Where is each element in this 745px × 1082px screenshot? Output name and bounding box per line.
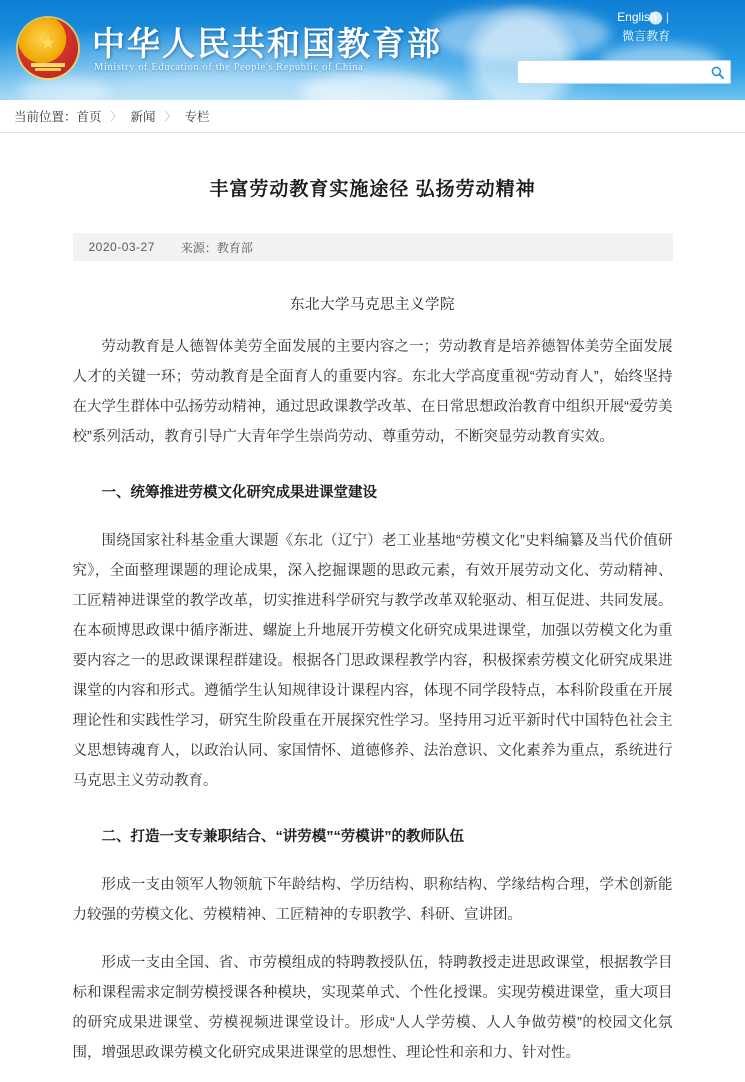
article-container xyxy=(73,133,673,1082)
national-emblem-icon xyxy=(18,18,78,78)
site-title: 中华人民共和国教育部 xyxy=(92,24,442,63)
breadcrumb-item-home[interactable]: 首页 xyxy=(76,110,102,124)
article-paragraph: 形成一支由全国、省、市劳模组成的特聘教授队伍，特聘教授走进思政课堂，根据教学目标和课程需求定制劳模授课各种模块，实现菜单式、个性化授课。实现劳模进课堂，重大项目的研究成果进课堂、劳模视频进课堂设计。形成“人人学劳模、人人争做劳模”的校园文化氛围，增强思政课劳模文化研究成果进课堂的思想性、理论性和亲和力、针对性。 xyxy=(72,955,673,1061)
site-header xyxy=(0,0,745,100)
emblem-star-icon: ★ xyxy=(40,33,56,53)
search-input[interactable] xyxy=(524,62,704,82)
bottom-spacer xyxy=(73,1068,673,1082)
chevron-right-icon: 〉 xyxy=(110,111,122,123)
article-meta xyxy=(73,233,673,261)
emblem-bar-icon xyxy=(35,68,61,71)
chevron-right-icon: 〉 xyxy=(164,111,176,123)
article-date: 2020-03-27 xyxy=(88,240,155,254)
page-title: 丰富劳动教育实施途径 弘扬劳动精神 xyxy=(209,179,536,200)
link-weiyan-jiaoyu[interactable]: 微言教育 xyxy=(622,29,671,43)
site-subtitle: Ministry of Education of the People's Republic of China xyxy=(94,62,364,73)
article-byline: 东北大学马克思主义学院 xyxy=(290,297,455,313)
article-paragraph: 形成一支由领军人物领航下年龄结构、学历结构、职称结构、学缘结构合理，学术创新能力较强的劳模文化、劳模精神、工匠精神的专职教学、科研、宣讲团。 xyxy=(72,877,673,923)
article-source: 来源：教育部 xyxy=(180,240,253,255)
header-top-links xyxy=(617,8,675,46)
breadcrumb-item-column[interactable]: 专栏 xyxy=(184,110,210,124)
breadcrumb-item-news[interactable]: 新闻 xyxy=(130,110,156,124)
emblem-bar-icon xyxy=(31,63,65,67)
cloud-decoration xyxy=(20,78,110,100)
article-section-heading: 一、统筹推进劳模文化研究成果进课堂建设 xyxy=(101,485,377,501)
search-icon xyxy=(710,65,725,80)
link-english[interactable]: English xyxy=(617,10,657,24)
breadcrumb xyxy=(0,100,745,133)
search-box[interactable] xyxy=(517,60,731,84)
article-section-heading: 二、打造一支专兼职结合、“讲劳模”“劳模讲”的教师队伍 xyxy=(101,829,464,845)
cloud-decoration xyxy=(300,72,450,100)
search-button[interactable] xyxy=(704,62,730,82)
article-paragraph: 劳动教育是人德智体美劳全面发展的主要内容之一；劳动教育是培养德智体美劳全面发展人才的关键一环；劳动教育是全面育人的重要内容。东北大学高度重视“劳动育人”，始终坚持在大学生群体中弘扬劳动精神，通过思政课教学改革、在日常思想政治教育中组织开展“爱劳美校”系列活动，教育引导广大青年学生崇尚劳动、尊重劳动，不断突显劳动教育实效。 xyxy=(72,339,673,445)
breadcrumb-label: 当前位置： xyxy=(14,110,77,124)
cloud-decoration xyxy=(430,8,610,60)
article-body xyxy=(73,332,673,1068)
article-paragraph: 围绕国家社科基金重大课题《东北（辽宁）老工业基地“劳模文化”史料编纂及当代价值研究》，全面整理课题的理论成果，深入挖掘课题的思政元素，有效开展劳动文化、劳动精神、工匠精神进课堂的教学改革，切实推进科学研究与教学改革双轮驱动、相互促进、共同发展。在本硕博思政课中循序渐进、螺旋上升地展开劳模文化研究成果进课堂，加强以劳模文化为重要内容之一的思政课课程群建设。根据各门思政课程教学内容，积极探索劳模文化研究成果进课堂的内容和形式。遵循学生认知规律设计课程内容，体现不同学段特点，本科阶段重在开展理论性和实践性学习，研究生阶段重在开展探究性学习。坚持用习近平新时代中国特色社会主义思想铸魂育人，以政治认同、家国情怀、道德修养、法治意识、文化素养为重点，系统进行马克思主义劳动教育。 xyxy=(72,533,673,789)
link-separator: | xyxy=(665,10,669,24)
